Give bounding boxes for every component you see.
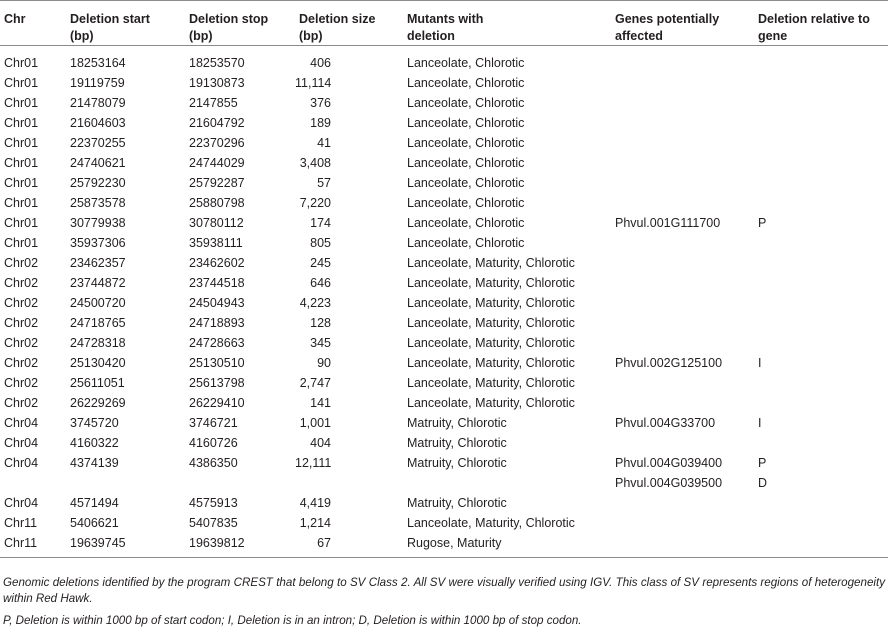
cell-deletion-stop: 2147855 bbox=[189, 96, 238, 110]
cell-genes bbox=[611, 513, 754, 533]
table-row bbox=[0, 353, 888, 373]
cell-mutants: Matruity, Chlorotic bbox=[407, 436, 507, 450]
table-row bbox=[0, 173, 888, 193]
header-col-deletion-size bbox=[295, 1, 403, 46]
cell-deletion-start: 4160322 bbox=[70, 436, 119, 450]
table-row bbox=[0, 413, 888, 433]
cell-mutants: Lanceolate, Maturity, Chlorotic bbox=[407, 356, 575, 370]
cell-deletion-start: 5406621 bbox=[70, 516, 119, 530]
cell-deletion-start: 25130420 bbox=[70, 356, 126, 370]
cell-relative: P bbox=[758, 216, 767, 230]
cell-deletion-stop: 22370296 bbox=[189, 136, 245, 150]
cell-mutants: Lanceolate, Chlorotic bbox=[407, 116, 525, 130]
table-row bbox=[0, 73, 888, 93]
header-line: (bp) bbox=[189, 29, 213, 43]
cell-genes bbox=[611, 393, 754, 413]
cell-chr: Chr02 bbox=[4, 336, 39, 350]
cell-chr: Chr02 bbox=[4, 316, 39, 330]
cell-deletion-stop: 24718893 bbox=[189, 316, 245, 330]
cell-relative bbox=[754, 373, 888, 393]
header-line: Genes potentially bbox=[615, 12, 720, 26]
cell-deletion-size: 11,114 bbox=[295, 76, 332, 90]
cell-mutants: Lanceolate, Maturity, Chlorotic bbox=[407, 256, 575, 270]
cell-relative: D bbox=[758, 476, 768, 490]
cell-deletion-size: 245 bbox=[310, 256, 331, 270]
cell-deletion-stop: 23462602 bbox=[189, 256, 245, 270]
cell-deletion-start: 21478079 bbox=[70, 96, 126, 110]
cell-deletion-start: 3745720 bbox=[70, 416, 119, 430]
table-row bbox=[0, 373, 888, 393]
cell-deletion-size: 189 bbox=[310, 116, 331, 130]
table-row bbox=[0, 393, 888, 413]
header-col-mutants bbox=[403, 1, 611, 46]
header-line: Deletion relative to bbox=[758, 12, 870, 26]
cell-mutants: Lanceolate, Chlorotic bbox=[407, 56, 525, 70]
cell-deletion-size: 3,408 bbox=[299, 156, 331, 170]
cell-deletion-stop: 24728663 bbox=[189, 336, 245, 350]
header-line: affected bbox=[615, 29, 663, 43]
cell-deletion-size: 4,419 bbox=[299, 496, 331, 510]
cell-chr: Chr01 bbox=[4, 96, 39, 110]
cell-genes bbox=[611, 233, 754, 253]
cell-deletion-size: 12,111 bbox=[295, 456, 332, 470]
cell-chr: Chr11 bbox=[4, 536, 38, 550]
header-line: Mutants with bbox=[407, 12, 484, 26]
cell-deletion-stop: 4386350 bbox=[189, 456, 238, 470]
cell-deletion-stop: 3746721 bbox=[189, 416, 238, 430]
table-row bbox=[0, 253, 888, 273]
cell-relative bbox=[754, 253, 888, 273]
cell-deletion-size: 128 bbox=[310, 316, 331, 330]
header-line: deletion bbox=[407, 29, 455, 43]
cell-deletion-start: 24718765 bbox=[70, 316, 126, 330]
cell-deletion-size: 805 bbox=[310, 236, 331, 250]
cell-genes bbox=[611, 253, 754, 273]
cell-mutants: Lanceolate, Maturity, Chlorotic bbox=[407, 336, 575, 350]
cell-genes bbox=[611, 273, 754, 293]
cell-deletion-size: 141 bbox=[310, 396, 331, 410]
header-col-relative bbox=[754, 1, 888, 46]
cell-relative bbox=[754, 273, 888, 293]
cell-genes bbox=[611, 313, 754, 333]
cell-deletion-start: 26229269 bbox=[70, 396, 126, 410]
table-footnote: P, Deletion is within 1000 bp of start codon; I, Deletion is in an intron; D, Deletion is within 1000 bp of stop codon. bbox=[3, 614, 582, 627]
cell-mutants: Lanceolate, Maturity, Chlorotic bbox=[407, 376, 575, 390]
cell-deletion-size: 90 bbox=[317, 356, 331, 370]
cell-mutants: Matruity, Chlorotic bbox=[407, 496, 507, 510]
cell-deletion-stop bbox=[181, 473, 295, 493]
cell-relative bbox=[754, 313, 888, 333]
cell-mutants: Lanceolate, Chlorotic bbox=[407, 176, 525, 190]
cell-relative bbox=[754, 333, 888, 353]
cell-deletion-stop: 19130873 bbox=[189, 76, 245, 90]
cell-mutants: Lanceolate, Chlorotic bbox=[407, 76, 525, 90]
table-row bbox=[0, 213, 888, 233]
cell-relative: I bbox=[758, 356, 762, 370]
cell-relative bbox=[754, 293, 888, 313]
cell-deletion-start: 23462357 bbox=[70, 256, 126, 270]
table-row bbox=[0, 153, 888, 173]
cell-deletion-size: 1,214 bbox=[299, 516, 331, 530]
table-row bbox=[0, 473, 888, 493]
cell-mutants: Rugose, Maturity bbox=[407, 536, 502, 550]
table-row bbox=[0, 453, 888, 473]
cell-genes bbox=[611, 193, 754, 213]
cell-chr: Chr01 bbox=[4, 116, 39, 130]
cell-deletion-stop: 25613798 bbox=[189, 376, 245, 390]
cell-genes bbox=[611, 93, 754, 113]
cell-deletion-start: 30779938 bbox=[70, 216, 126, 230]
cell-deletion-start: 18253164 bbox=[70, 56, 126, 70]
cell-deletion-start bbox=[64, 473, 181, 493]
cell-genes bbox=[611, 373, 754, 393]
cell-deletion-size bbox=[295, 473, 403, 493]
cell-deletion-size: 1,001 bbox=[299, 416, 331, 430]
table-row bbox=[0, 46, 888, 74]
cell-chr: Chr02 bbox=[4, 256, 39, 270]
table-row bbox=[0, 273, 888, 293]
table-row bbox=[0, 93, 888, 113]
cell-mutants: Lanceolate, Maturity, Chlorotic bbox=[407, 276, 575, 290]
cell-genes bbox=[611, 533, 754, 558]
cell-genes bbox=[611, 293, 754, 313]
cell-chr bbox=[0, 473, 64, 493]
cell-mutants: Lanceolate, Chlorotic bbox=[407, 196, 525, 210]
cell-deletion-start: 4374139 bbox=[70, 456, 119, 470]
table-row bbox=[0, 113, 888, 133]
cell-deletion-size: 4,223 bbox=[299, 296, 331, 310]
cell-chr: Chr01 bbox=[4, 136, 39, 150]
cell-chr: Chr02 bbox=[4, 356, 39, 370]
cell-chr: Chr04 bbox=[4, 416, 39, 430]
header-line: Deletion start bbox=[70, 12, 150, 26]
cell-deletion-size: 406 bbox=[310, 56, 331, 70]
header-col-deletion-stop bbox=[181, 1, 295, 46]
cell-mutants: Lanceolate, Chlorotic bbox=[407, 236, 525, 250]
cell-genes bbox=[611, 173, 754, 193]
cell-deletion-start: 22370255 bbox=[70, 136, 126, 150]
cell-chr: Chr02 bbox=[4, 396, 39, 410]
cell-chr: Chr02 bbox=[4, 376, 39, 390]
cell-mutants: Lanceolate, Chlorotic bbox=[407, 156, 525, 170]
table-body bbox=[0, 46, 888, 558]
table-caption: Genomic deletions identified by the program CREST that belong to SV Class 2. All SV were visually verified using IGV. This class of SV represents regions of heterogeneity within Red Hawk. bbox=[3, 576, 885, 605]
table-row bbox=[0, 133, 888, 153]
cell-relative bbox=[754, 133, 888, 153]
cell-deletion-stop: 19639812 bbox=[189, 536, 245, 550]
cell-deletion-start: 25611051 bbox=[70, 376, 125, 390]
cell-relative bbox=[754, 93, 888, 113]
header-col-deletion-start bbox=[64, 1, 181, 46]
cell-deletion-stop: 23744518 bbox=[189, 276, 245, 290]
cell-deletion-stop: 4575913 bbox=[189, 496, 238, 510]
cell-deletion-stop: 21604792 bbox=[189, 116, 245, 130]
cell-genes: Phvul.002G125100 bbox=[615, 356, 723, 370]
cell-deletion-stop: 24504943 bbox=[189, 296, 245, 310]
cell-relative bbox=[754, 393, 888, 413]
cell-relative bbox=[754, 153, 888, 173]
table-row bbox=[0, 193, 888, 213]
cell-relative bbox=[754, 73, 888, 93]
cell-relative bbox=[754, 533, 888, 558]
cell-genes bbox=[611, 73, 754, 93]
cell-mutants: Lanceolate, Chlorotic bbox=[407, 216, 525, 230]
cell-deletion-size: 345 bbox=[310, 336, 331, 350]
cell-mutants: Lanceolate, Maturity, Chlorotic bbox=[407, 316, 575, 330]
cell-deletion-start: 25792230 bbox=[70, 176, 126, 190]
cell-chr: Chr01 bbox=[4, 196, 39, 210]
cell-deletion-start: 19119759 bbox=[70, 76, 125, 90]
table-header-row bbox=[0, 1, 888, 46]
cell-relative bbox=[754, 433, 888, 453]
cell-mutants: Lanceolate, Chlorotic bbox=[407, 96, 525, 110]
cell-relative bbox=[754, 46, 888, 74]
table-row bbox=[0, 313, 888, 333]
cell-deletion-start: 24728318 bbox=[70, 336, 126, 350]
cell-deletion-start: 24500720 bbox=[70, 296, 126, 310]
cell-chr: Chr01 bbox=[4, 76, 39, 90]
cell-deletion-size: 7,220 bbox=[299, 196, 331, 210]
cell-deletion-size: 376 bbox=[310, 96, 331, 110]
cell-chr: Chr01 bbox=[4, 176, 39, 190]
cell-relative bbox=[754, 113, 888, 133]
header-line: Chr bbox=[4, 12, 26, 26]
cell-deletion-stop: 26229410 bbox=[189, 396, 245, 410]
cell-deletion-size: 67 bbox=[317, 536, 331, 550]
cell-deletion-size: 41 bbox=[317, 136, 331, 150]
cell-chr: Chr01 bbox=[4, 56, 39, 70]
cell-deletion-stop: 5407835 bbox=[189, 516, 238, 530]
cell-genes: Phvul.004G039400 bbox=[615, 456, 723, 470]
table-row bbox=[0, 333, 888, 353]
header-line: Deletion stop bbox=[189, 12, 269, 26]
cell-deletion-start: 35937306 bbox=[70, 236, 126, 250]
header-line: gene bbox=[758, 29, 788, 43]
cell-relative bbox=[754, 193, 888, 213]
cell-chr: Chr04 bbox=[4, 436, 39, 450]
cell-deletion-start: 25873578 bbox=[70, 196, 126, 210]
table-row bbox=[0, 433, 888, 453]
cell-genes bbox=[611, 493, 754, 513]
cell-relative: P bbox=[758, 456, 767, 470]
cell-deletion-stop: 30780112 bbox=[189, 216, 244, 230]
cell-genes bbox=[611, 133, 754, 153]
table-row bbox=[0, 533, 888, 558]
cell-relative bbox=[754, 513, 888, 533]
cell-genes bbox=[611, 333, 754, 353]
cell-deletion-stop: 25130510 bbox=[189, 356, 245, 370]
cell-genes bbox=[611, 46, 754, 74]
cell-deletion-stop: 25792287 bbox=[189, 176, 245, 190]
cell-chr: Chr01 bbox=[4, 216, 39, 230]
cell-relative bbox=[754, 173, 888, 193]
cell-mutants bbox=[403, 473, 611, 493]
cell-deletion-stop: 25880798 bbox=[189, 196, 245, 210]
table-row bbox=[0, 493, 888, 513]
cell-genes: Phvul.001G111700 bbox=[615, 216, 721, 230]
cell-deletion-start: 19639745 bbox=[70, 536, 126, 550]
cell-genes bbox=[611, 433, 754, 453]
cell-deletion-start: 4571494 bbox=[70, 496, 119, 510]
cell-mutants: Matruity, Chlorotic bbox=[407, 416, 507, 430]
cell-deletion-size: 2,747 bbox=[299, 376, 331, 390]
header-col-genes bbox=[611, 1, 754, 46]
cell-genes: Phvul.004G039500 bbox=[615, 476, 723, 490]
cell-relative bbox=[754, 233, 888, 253]
cell-chr: Chr02 bbox=[4, 296, 39, 310]
cell-deletion-start: 23744872 bbox=[70, 276, 126, 290]
cell-deletion-stop: 4160726 bbox=[189, 436, 238, 450]
cell-chr: Chr04 bbox=[4, 496, 39, 510]
cell-relative: I bbox=[758, 416, 762, 430]
table-row bbox=[0, 233, 888, 253]
cell-deletion-stop: 35938111 bbox=[189, 236, 243, 250]
cell-deletion-stop: 18253570 bbox=[189, 56, 245, 70]
cell-mutants: Lanceolate, Maturity, Chlorotic bbox=[407, 516, 575, 530]
header-col-chr bbox=[0, 1, 64, 46]
cell-mutants: Lanceolate, Chlorotic bbox=[407, 136, 525, 150]
cell-mutants: Lanceolate, Maturity, Chlorotic bbox=[407, 296, 575, 310]
cell-deletion-size: 404 bbox=[310, 436, 331, 450]
table-row bbox=[0, 513, 888, 533]
cell-genes: Phvul.004G33700 bbox=[615, 416, 716, 430]
cell-deletion-start: 21604603 bbox=[70, 116, 126, 130]
cell-chr: Chr11 bbox=[4, 516, 38, 530]
cell-deletion-size: 646 bbox=[310, 276, 331, 290]
header-line: (bp) bbox=[299, 29, 323, 43]
cell-deletion-size: 57 bbox=[317, 176, 331, 190]
cell-mutants: Lanceolate, Maturity, Chlorotic bbox=[407, 396, 575, 410]
cell-deletion-size: 174 bbox=[310, 216, 331, 230]
cell-chr: Chr04 bbox=[4, 456, 39, 470]
cell-genes bbox=[611, 153, 754, 173]
header-line: (bp) bbox=[70, 29, 94, 43]
cell-chr: Chr01 bbox=[4, 156, 39, 170]
table-row bbox=[0, 293, 888, 313]
cell-relative bbox=[754, 493, 888, 513]
cell-deletion-stop: 24744029 bbox=[189, 156, 245, 170]
cell-deletion-start: 24740621 bbox=[70, 156, 126, 170]
cell-chr: Chr01 bbox=[4, 236, 39, 250]
cell-mutants: Matruity, Chlorotic bbox=[407, 456, 507, 470]
header-line: Deletion size bbox=[299, 12, 376, 26]
cell-chr: Chr02 bbox=[4, 276, 39, 290]
cell-genes bbox=[611, 113, 754, 133]
